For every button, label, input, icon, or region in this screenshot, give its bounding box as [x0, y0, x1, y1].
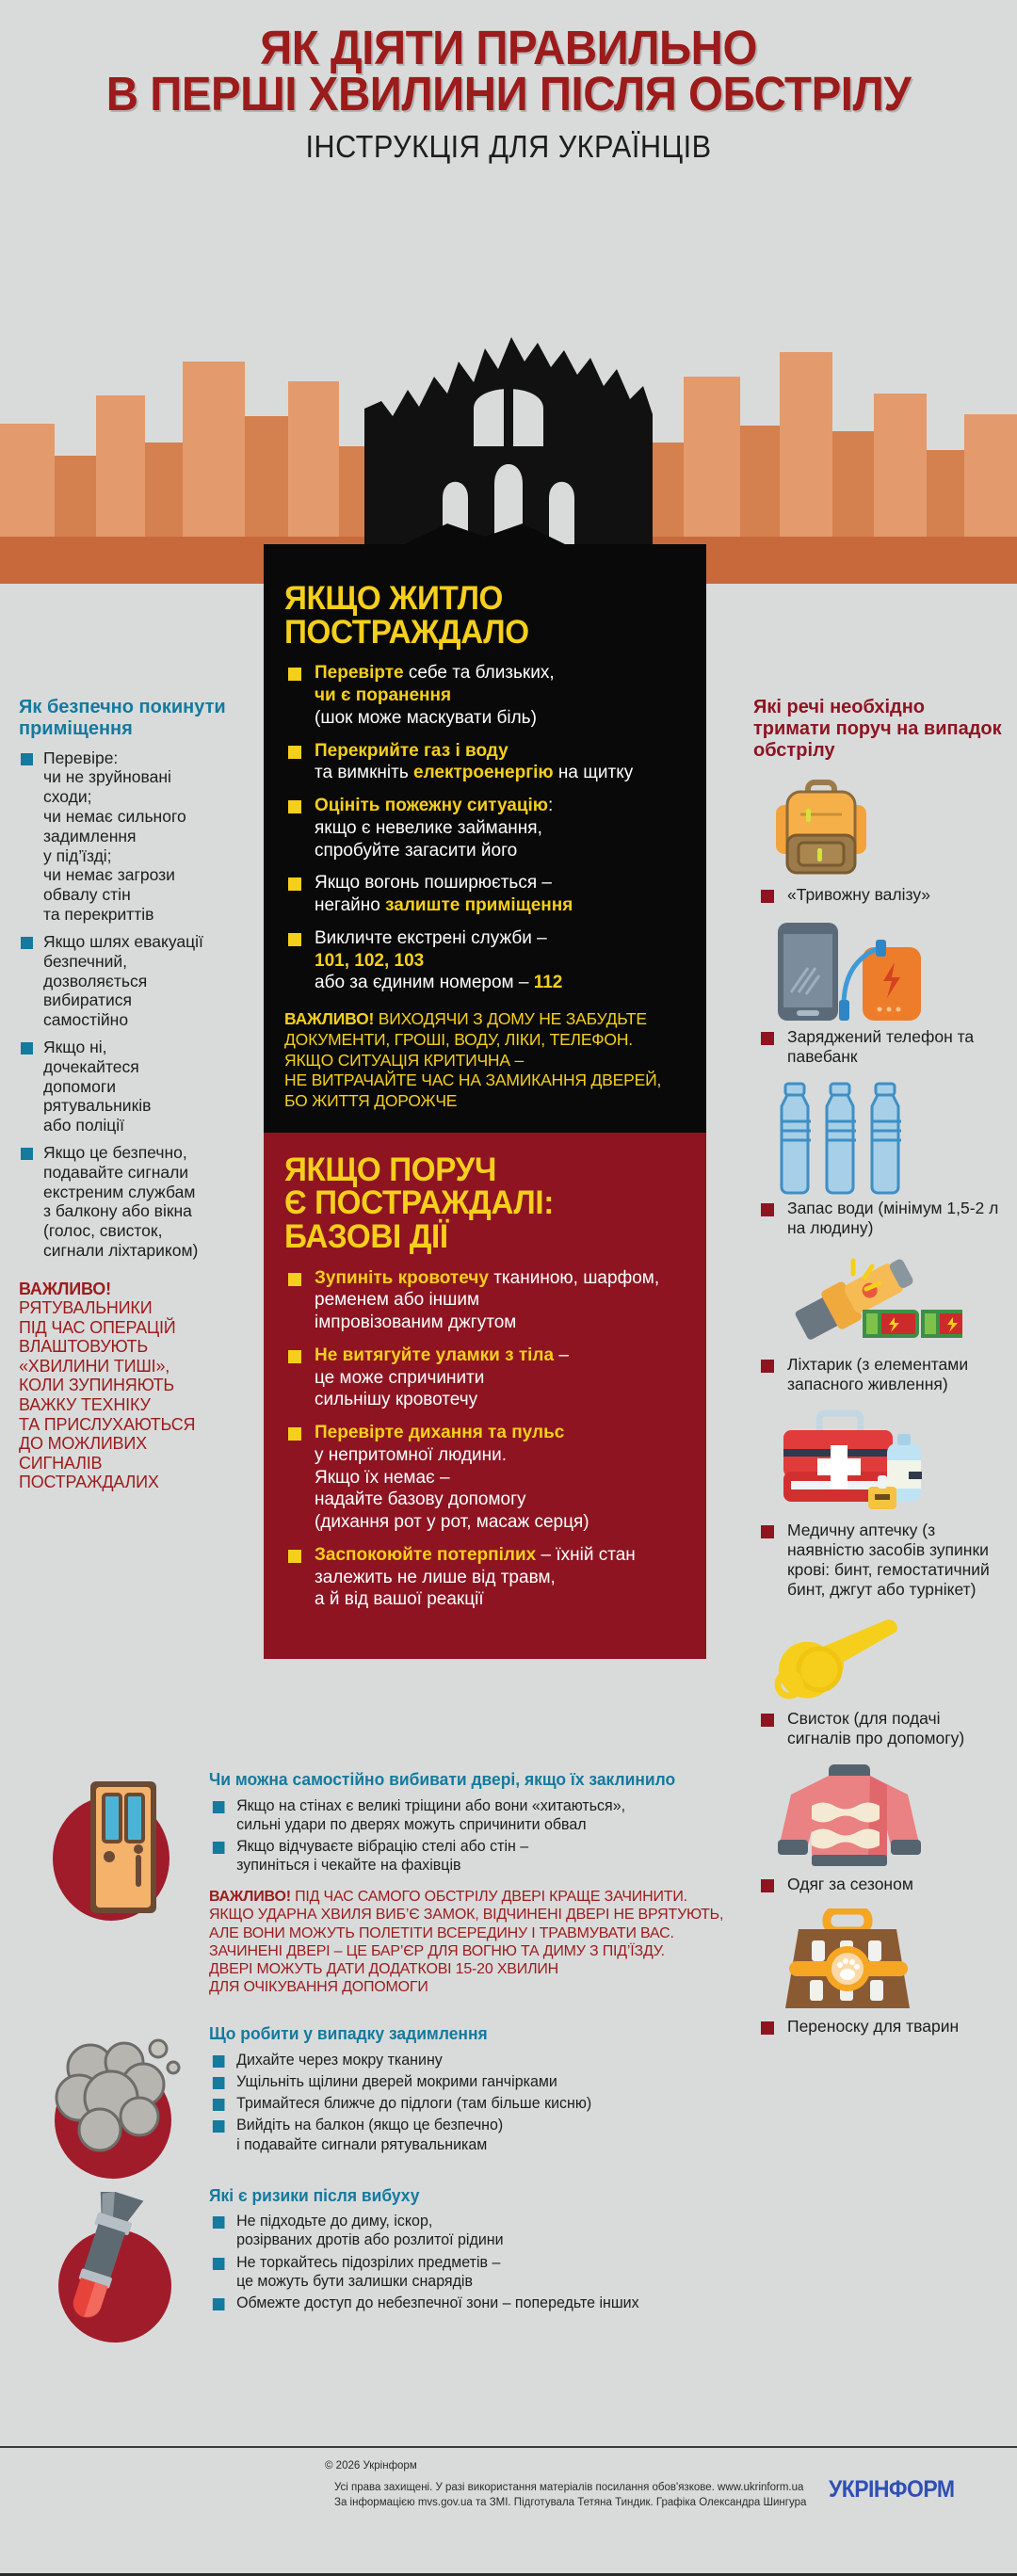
- heading-line: Є ПОСТРАЖДАЛІ:: [284, 1184, 554, 1222]
- list-item: [209, 2051, 720, 2069]
- bullet-text: Викличте екстрені служби –: [315, 927, 547, 948]
- bullet-text: а й від вашої реакції: [315, 1589, 484, 1610]
- building-shape: [96, 395, 145, 537]
- footer-rights-line: Усі права захищені. У разі використання матеріалів посилання обов'язкове. www.ukrinform.ua: [334, 2481, 804, 2493]
- damaged-home-list: [284, 662, 686, 994]
- bullet-text: (шок може маскувати біль): [315, 707, 537, 728]
- emergency-number-112: 112: [533, 973, 563, 993]
- list-item-text: Якщо це безпечно, подавайте сигнали екстреним службам з балкону або вікна (голос, свисток, сигнали ліхтариком): [43, 1143, 199, 1261]
- note-line: ПІД ЧАС ОПЕРАЦІЙ: [19, 1317, 176, 1337]
- panel-section-damaged-home: [264, 565, 706, 1133]
- list-item-text: Не торкайтесь підозрілих предметів – це можуть бути залишки снарядів: [236, 2253, 501, 2290]
- bullet-text: (дихання рот у рот, масаж серця): [315, 1512, 589, 1533]
- bullet-strong: Заспокоюйте потерпілих: [315, 1544, 537, 1565]
- kit-item-label: «Тривожну валізу»: [753, 885, 1003, 905]
- bullet-strong: залиште приміщення: [385, 895, 573, 916]
- list-item: [209, 2253, 720, 2291]
- kit-item-label: Запас води (мінімум 1,5-2 л на людину): [753, 1199, 1003, 1238]
- right-column-heading: Які речі необхідно тримати поруч на випадок обстрілу: [753, 697, 1002, 761]
- building-shape: [927, 450, 964, 537]
- bullet-strong: Перевірте дихання та пульс: [315, 1423, 565, 1443]
- footer-credits-line: За інформацією mvs.gov.ua та ЗМІ. Підготувала Тетяна Тиндик. Графіка Олександра Шингура: [334, 2497, 807, 2509]
- building-shape: [0, 424, 55, 537]
- ukrinform-logo[interactable]: УКРІНФОРМ: [829, 2476, 955, 2503]
- kit-item-whistle: [753, 1611, 1003, 1748]
- list-item-text: Обмежте доступ до небезпечної зони – попередьте інших: [236, 2294, 639, 2311]
- smoke-heading: Що робити у випадку задимлення: [209, 2024, 488, 2044]
- note-line: ЯКЩО УДАРНА ХВИЛЯ ВИБ’Є ЗАМОК, ВІДЧИНЕНІ ДВЕРІ НЕ ВРЯТУЮТЬ,: [209, 1907, 724, 1924]
- bullet-text: та вимкніть: [315, 763, 414, 783]
- note-line: ВИХОДЯЧИ З ДОМУ НЕ ЗАБУДЬТЕ: [378, 1009, 647, 1029]
- list-item: [284, 1422, 686, 1534]
- note-line: ВЛАШТОВУЮТЬ: [19, 1337, 148, 1357]
- note-line: ДВЕРІ МОЖУТЬ ДАТИ ДОДАТКОВІ 15-20 ХВИЛИН: [209, 1960, 559, 1977]
- list-item-text: Якщо шлях евакуації безпечний, дозволяється вибиратися самостійно: [43, 931, 203, 1030]
- note-line: «ХВИЛИНИ ТИШІ»,: [19, 1356, 170, 1376]
- note-line: ДОКУМЕНТИ, ГРОШІ, ВОДУ, ЛІКИ, ТЕЛЕФОН.: [284, 1029, 633, 1049]
- list-item: [19, 1038, 254, 1135]
- doors-important-note: [209, 1888, 793, 1996]
- bullet-text: –: [554, 1344, 569, 1365]
- emergency-numbers: 101, 102, 103: [315, 950, 425, 971]
- bullet-text: негайно: [315, 895, 386, 916]
- important-label: ВАЖЛИВО!: [19, 1279, 111, 1298]
- bullet-text: Якщо їх немає –: [315, 1467, 450, 1488]
- casualties-list: [284, 1267, 686, 1612]
- bottom-block-explosion-risks: [0, 2186, 1017, 2312]
- bullet-strong: чи є поранення: [315, 685, 452, 706]
- list-item: [209, 2212, 720, 2249]
- list-item: [209, 2294, 720, 2312]
- evacuation-list: [19, 749, 254, 1261]
- note-line: КОЛИ ЗУПИНЯЮТЬ: [19, 1376, 174, 1395]
- left-column-heading: Як безпечно покинути приміщення: [19, 697, 226, 739]
- list-item-text: Якщо відчуваєте вібрацію стелі або стін – зупиніться і чекайте на фахівців: [236, 1837, 529, 1875]
- bullet-strong: електроенергію: [413, 763, 554, 783]
- heading-line: БАЗОВІ ДІЇ: [284, 1217, 448, 1255]
- note-line: ПОСТРАЖДАЛИХ: [19, 1473, 159, 1492]
- kit-item-label: Медичну аптечку (з наявністю засобів зупинки крові: бинт, гемостатичний бинт, джгут або турнікет): [753, 1521, 1003, 1600]
- backpack-icon: [774, 777, 868, 882]
- note-line: ПІД ЧАС САМОГО ОБСТРІЛУ ДВЕРІ КРАЩЕ ЗАЧИНИТИ.: [290, 1889, 687, 1906]
- note-line: СИГНАЛІВ: [19, 1453, 103, 1473]
- note-line: ТА ПРИСЛУХАЮТЬСЯ: [19, 1414, 196, 1434]
- list-item: [19, 1143, 254, 1261]
- building-shape: [288, 381, 339, 537]
- smoke-icon: [45, 2030, 196, 2181]
- list-item: [209, 2094, 720, 2113]
- important-label: ВАЖЛИВО!: [284, 1009, 375, 1029]
- list-item-text: Якщо на стінах є великі тріщини або вони «хитаються», сильні удари по дверях можуть спричинити обвал: [236, 1796, 626, 1833]
- note-line: ДЛЯ ОЧІКУВАННЯ ДОПОМОГИ: [209, 1979, 428, 1996]
- list-item-text: Дихайте через мокру тканину: [236, 2052, 443, 2069]
- note-line: РЯТУВАЛЬНИКИ: [19, 1298, 153, 1318]
- bullet-text: себе та близьких,: [403, 663, 555, 684]
- footer: [0, 2446, 1017, 2576]
- kit-item-first-aid: [753, 1406, 1003, 1600]
- note-line: ДО МОЖЛИВИХ: [19, 1434, 147, 1454]
- list-item: [284, 927, 686, 994]
- bullet-text: – їхній стан: [536, 1544, 636, 1565]
- kit-item-label: Ліхтарик (з елементами запасного живлення): [753, 1355, 1003, 1394]
- bullet-strong: Не витягуйте уламки з тіла: [315, 1344, 555, 1365]
- list-item: [209, 1837, 720, 1875]
- kit-item-label: Одяг за сезоном: [753, 1875, 1003, 1894]
- bullet-strong: Перевірте: [315, 663, 404, 684]
- building-shape: [245, 416, 288, 537]
- bullet-text: це може спричинити: [315, 1367, 485, 1388]
- footer-copyright: © 2026 Укрінформ: [325, 2460, 417, 2471]
- list-item-text: Вийдіть на балкон (якщо це безпечно) і подавайте сигнали рятувальникам: [236, 2117, 504, 2153]
- heading-line: ЯКЩО ПОРУЧ: [284, 1151, 496, 1188]
- kit-item-backpack: [753, 774, 1003, 905]
- kit-item-label: Свисток (для подачі сигналів про допомогу): [753, 1709, 1003, 1748]
- list-item: [284, 872, 686, 917]
- building-shape: [145, 443, 183, 537]
- list-item: [284, 1344, 686, 1411]
- building-shape: [874, 394, 927, 537]
- kit-item-phone-powerbank: [753, 916, 1003, 1067]
- bullet-text: ременем або іншим: [315, 1290, 480, 1311]
- page-subtitle: ІНСТРУКЦІЯ ДЛЯ УКРАЇНЦІВ: [305, 128, 712, 164]
- panel-top-notch: [264, 523, 706, 567]
- bullet-text: або за єдиним номером –: [315, 973, 534, 993]
- bullet-text: :: [548, 796, 554, 816]
- bullet-text: сильнішу кровотечу: [315, 1390, 478, 1410]
- note-line: АЛЕ ВОНИ МОЖУТЬ ПОЛЕТІТИ ВСЕРЕДИНУ І ТРАВМУВАТИ ВАС.: [209, 1924, 674, 1941]
- note-line: ЗАЧИНЕНІ ДВЕРІ – ЦЕ БАР’ЄР ДЛЯ ВОГНЮ ТА ДИМУ З ПІД’ЇЗДУ.: [209, 1942, 665, 1959]
- kit-item-label: Заряджений телефон та павебанк: [753, 1027, 1003, 1067]
- list-item: [209, 2072, 720, 2091]
- list-item: [284, 1267, 686, 1334]
- smoke-list: [209, 2051, 736, 2154]
- whistle-icon: [774, 1615, 925, 1705]
- bullet-text: надайте базову допомогу: [315, 1489, 526, 1510]
- list-item: [284, 740, 686, 785]
- flashlight-batteries-icon: [774, 1253, 962, 1351]
- note-line: НЕ ВИТРАЧАЙТЕ ЧАС НА ЗАМИКАННЯ ДВЕРЕЙ,: [284, 1071, 662, 1090]
- building-shape: [832, 431, 874, 537]
- note-line: ВАЖКУ ТЕХНІКУ: [19, 1395, 151, 1414]
- list-item: [209, 1796, 720, 1834]
- list-item: [19, 749, 254, 925]
- note-line: БО ЖИТТЯ ДОРОЖЧЕ: [284, 1090, 458, 1110]
- list-item: [284, 662, 686, 729]
- note-line: ЯКЩО СИТУАЦІЯ КРИТИЧНА –: [284, 1050, 525, 1070]
- bottom-sections: [0, 1770, 1017, 2318]
- bullet-strong: Перекрийте газ і воду: [315, 740, 508, 761]
- page-title-line-1: ЯК ДІЯТИ ПРАВИЛЬНО: [260, 21, 757, 74]
- main-panel: [264, 565, 706, 1659]
- doors-heading: Чи можна самостійно вибивати двері, якщо їх заклинило: [209, 1770, 676, 1789]
- bullet-strong: Зупиніть кровотечу: [315, 1267, 489, 1288]
- list-item-text: Перевіре: чи не зруйновані сходи; чи немає сильного задимлення у під’їзді; чи немає загрози обвалу стін та перекриттів: [43, 748, 186, 925]
- page-title-line-2: В ПЕРШІ ХВИЛИНИ ПІСЛЯ ОБСТРІЛУ: [105, 67, 912, 121]
- panel-section-casualties: [264, 1133, 706, 1660]
- bullet-text: залежить не лише від травм,: [315, 1567, 556, 1587]
- kit-item-label: Переноску для тварин: [753, 2017, 1003, 2037]
- building-shape: [684, 377, 740, 537]
- bullet-text: імпровізованим джгутом: [315, 1312, 517, 1333]
- risks-list: [209, 2212, 736, 2312]
- building-shape: [964, 414, 1017, 537]
- panel-heading-damaged-home: ЯКЩО ЖИТЛО ПОСТРАЖДАЛО: [284, 580, 529, 651]
- header: [0, 0, 1017, 162]
- list-item-text: Не підходьте до диму, іскор, розірваних дротів або розлитої рідини: [236, 2213, 504, 2249]
- bullet-text: спробуйте загасити його: [315, 840, 518, 861]
- left-column: [19, 697, 254, 1492]
- list-item: [209, 2116, 720, 2153]
- list-item: [284, 1544, 686, 1611]
- left-important-note: [19, 1280, 254, 1492]
- bullet-strong: Оцініть пожежну ситуацію: [315, 796, 549, 816]
- building-shape: [740, 426, 780, 537]
- list-item: [19, 932, 254, 1030]
- bullet-text: Якщо вогонь поширюється –: [315, 873, 552, 894]
- bomb-icon: [45, 2192, 196, 2343]
- list-item-text: Ущільніть щілини дверей мокрими ганчірками: [236, 2073, 557, 2091]
- bottom-block-doors: [0, 1770, 1017, 1996]
- risks-heading: Які є ризики після вибуху: [209, 2185, 420, 2205]
- first-aid-kit-icon: [774, 1408, 944, 1519]
- list-item-text: Якщо ні, дочекайтеся допомоги рятувальників або поліції: [43, 1037, 152, 1135]
- building-shape: [55, 456, 96, 537]
- list-item-text: Тримайтеся ближче до підлоги (там більше кисню): [236, 2095, 592, 2113]
- important-note-black: [284, 1009, 686, 1111]
- kit-item-flashlight: [753, 1249, 1003, 1394]
- bottom-block-smoke: [0, 2024, 1017, 2153]
- important-label: ВАЖЛИВО!: [209, 1889, 291, 1906]
- list-item: [284, 795, 686, 861]
- bullet-text: у непритомної людини.: [315, 1444, 508, 1465]
- bullet-text: тканиною, шарфом,: [488, 1267, 660, 1288]
- doors-list: [209, 1796, 736, 1876]
- door-icon: [45, 1776, 196, 1926]
- kit-item-water: [753, 1078, 1003, 1238]
- building-shape: [780, 352, 832, 537]
- phone-powerbank-icon: [774, 919, 934, 1024]
- panel-heading-casualties: [284, 1153, 666, 1254]
- water-bottles-icon: [774, 1080, 921, 1197]
- bullet-text: якщо є невелике займання,: [315, 817, 542, 838]
- bullet-text: на щитку: [553, 763, 634, 783]
- building-shape: [183, 362, 245, 537]
